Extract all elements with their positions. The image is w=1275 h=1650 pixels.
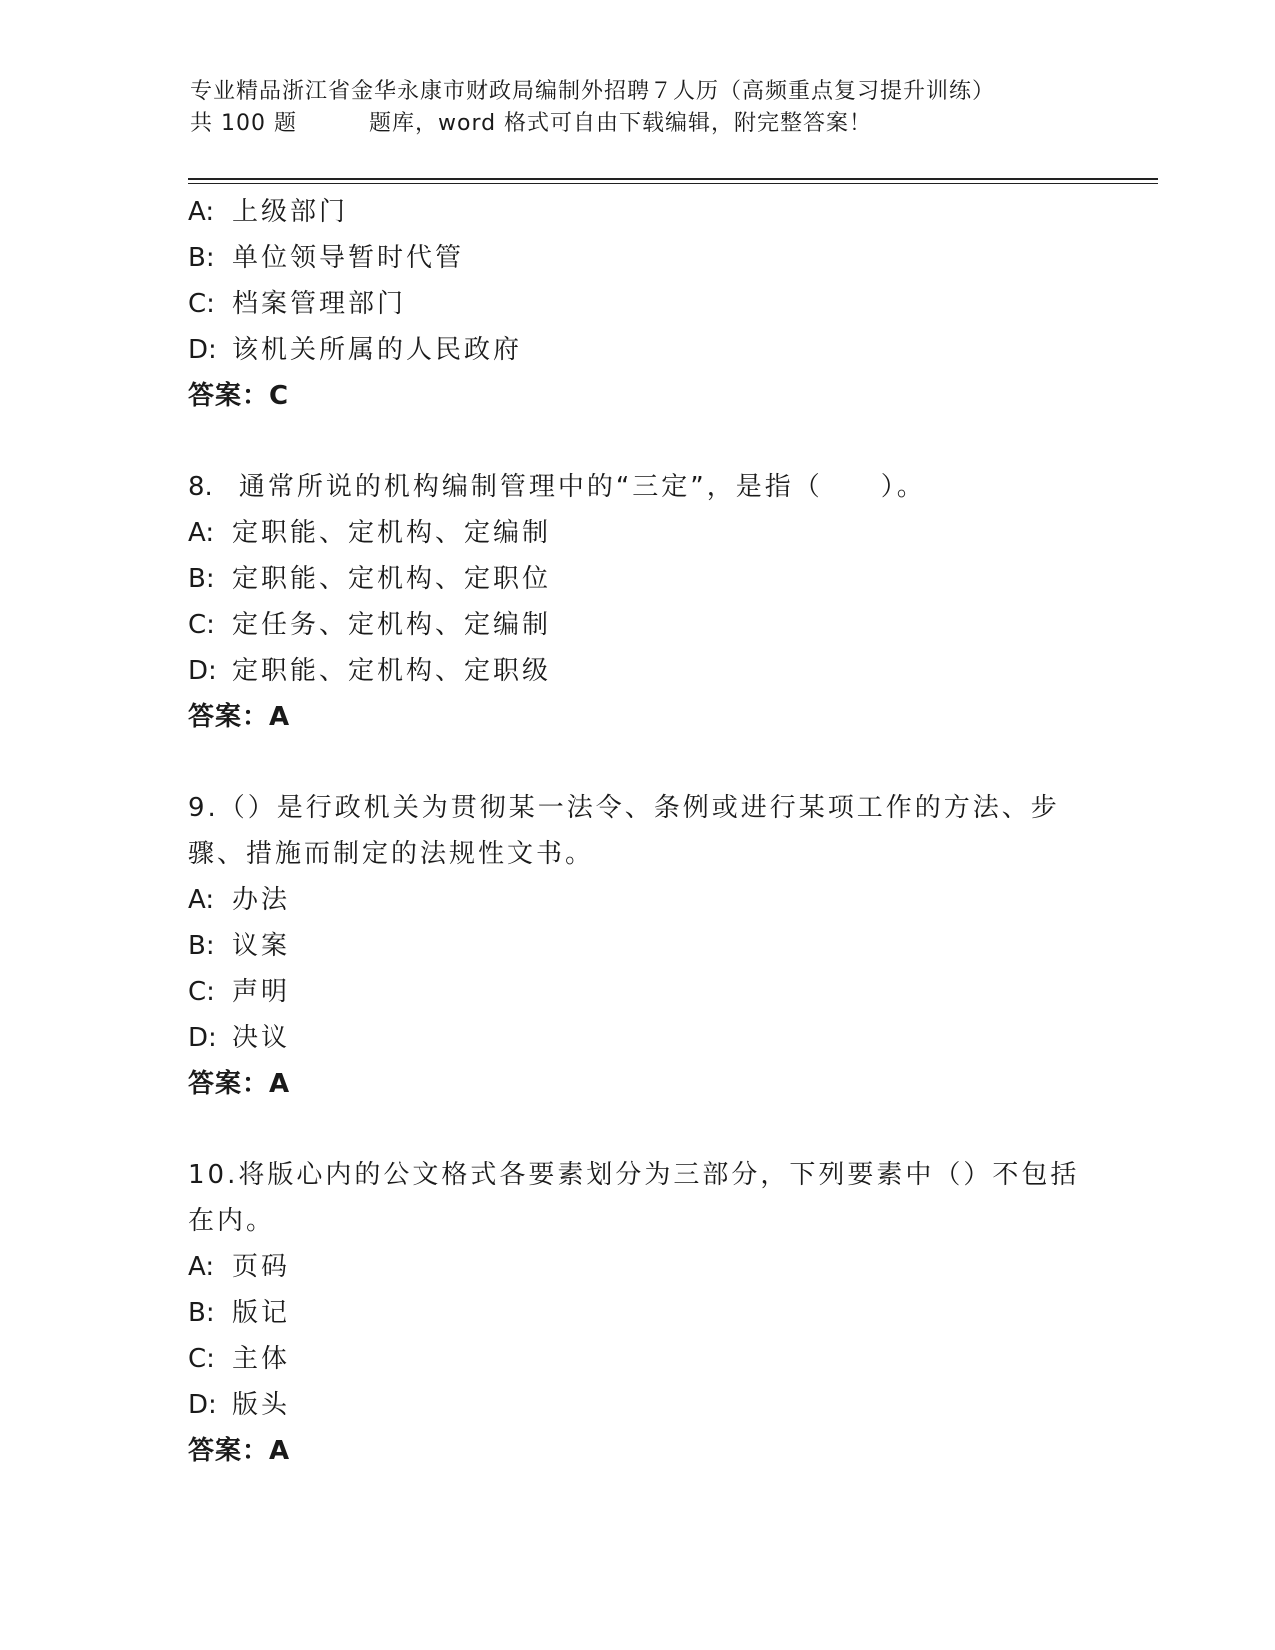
question-stem: 通常所说的机构编制管理中的“三定”，是指（ ）。 <box>238 472 926 502</box>
question-text <box>188 785 1088 877</box>
option-d <box>188 1015 1088 1061</box>
option-c <box>188 1336 1088 1382</box>
answer-label: 答案：C <box>188 381 290 411</box>
option-b <box>188 235 1088 281</box>
option-text: 定职能、定机构、定职级 <box>232 656 552 686</box>
question-9 <box>188 785 1088 1107</box>
option-c <box>188 281 1088 327</box>
option-text: 定职能、定机构、定编制 <box>232 518 552 548</box>
option-text: 单位领导暂时代管 <box>232 243 465 273</box>
option-letter: C: <box>188 977 215 1007</box>
question-text-line-2: 骤、措施而制定的法规性文书。 <box>188 839 595 869</box>
header-title-line-2 <box>190 108 1090 140</box>
header-divider-thick <box>188 178 1158 180</box>
option-text: 决议 <box>232 1023 291 1053</box>
question-text-line-1: 10.将版心内的公文格式各要素划分为三部分，下列要素中（）不包括 <box>188 1160 1080 1190</box>
option-letter: B: <box>188 931 215 961</box>
option-text: 页码 <box>232 1252 291 1282</box>
option-letter: D: <box>188 1390 217 1420</box>
option-letter: A: <box>188 197 215 227</box>
option-letter: C: <box>188 610 215 640</box>
option-text: 主体 <box>232 1344 291 1374</box>
option-letter: C: <box>188 1344 215 1374</box>
option-a <box>188 1244 1088 1290</box>
option-text: 定职能、定机构、定职位 <box>232 564 552 594</box>
question-text <box>188 464 1088 510</box>
question-text-line-1: 9.（）是行政机关为贯彻某一法令、条例或进行某项工作的方法、步 <box>188 793 1060 823</box>
option-text: 版头 <box>232 1390 291 1420</box>
option-text: 该机关所属的人民政府 <box>232 335 523 365</box>
option-d <box>188 648 1088 694</box>
option-text: 上级部门 <box>232 197 349 227</box>
option-letter: B: <box>188 1298 215 1328</box>
option-c <box>188 602 1088 648</box>
header-description: 题库，word 格式可自由下载编辑，附完整答案！ <box>368 111 873 136</box>
option-text: 档案管理部门 <box>232 289 407 319</box>
option-letter: A: <box>188 1252 215 1282</box>
option-b <box>188 556 1088 602</box>
option-letter: C: <box>188 289 215 319</box>
option-letter: B: <box>188 243 215 273</box>
answer-label: 答案：A <box>188 702 291 732</box>
option-a <box>188 877 1088 923</box>
option-a <box>188 510 1088 556</box>
question-text <box>188 1152 1088 1244</box>
question-8 <box>188 464 1088 740</box>
question-number: 8. <box>188 472 213 502</box>
option-text: 议案 <box>232 931 291 961</box>
option-d <box>188 1382 1088 1428</box>
question-list <box>188 189 1088 1474</box>
question-count: 共 100 题 <box>190 111 297 136</box>
document-header <box>190 76 1090 140</box>
option-letter: A: <box>188 885 215 915</box>
option-letter: D: <box>188 335 217 365</box>
header-divider-thin <box>188 183 1158 184</box>
option-c <box>188 969 1088 1015</box>
option-text: 办法 <box>232 885 291 915</box>
option-text: 声明 <box>232 977 291 1007</box>
option-letter: A: <box>188 518 215 548</box>
answer-label: 答案：A <box>188 1436 291 1466</box>
option-text: 定任务、定机构、定编制 <box>232 610 552 640</box>
option-letter: B: <box>188 564 215 594</box>
option-letter: D: <box>188 1023 217 1053</box>
question-7 <box>188 189 1088 419</box>
option-b <box>188 923 1088 969</box>
question-10 <box>188 1152 1088 1474</box>
option-d <box>188 327 1088 373</box>
header-title-line-1: 专业精品浙江省金华永康市财政局编制外招聘７人历（高频重点复习提升训练） <box>190 79 996 104</box>
option-letter: D: <box>188 656 217 686</box>
option-b <box>188 1290 1088 1336</box>
answer-label: 答案：A <box>188 1069 291 1099</box>
option-a <box>188 189 1088 235</box>
question-text-line-2: 在内。 <box>188 1206 276 1236</box>
option-text: 版记 <box>232 1298 291 1328</box>
